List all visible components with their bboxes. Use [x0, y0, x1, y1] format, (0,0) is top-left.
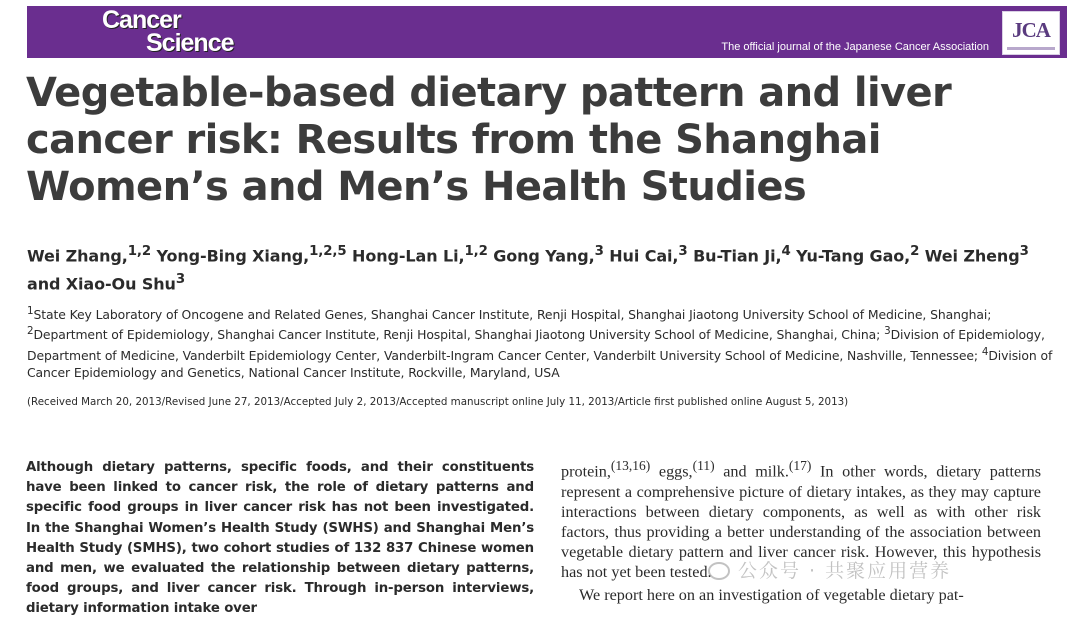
journal-header-banner: [27, 6, 1067, 58]
article-title: Vegetable-based dietary pattern and liver cancer risk: Results from the Shanghai Women’s and Men’s Health Studies: [26, 70, 952, 210]
jca-logo-underline: [1007, 47, 1055, 50]
jca-logo-text: JCA: [1012, 18, 1050, 42]
logo-line-cancer: Cancer: [102, 6, 181, 34]
logo-line-science: Science: [146, 29, 234, 57]
wechat-icon: [708, 562, 730, 580]
jca-logo[interactable]: [1002, 11, 1060, 55]
watermark: [708, 556, 951, 583]
author-list: Wei Zhang,$^{1,2}$ Yong-Bing Xiang,$^{1,2,5}$ Hong-Lan Li,$^{1,2}$ Gong Yang,$^3$ Hui Cai,$^3$ Bu-Tian Ji,$^4$ Yu-Tang Gao,$^2$ Wei Zheng$^3$ and Xiao-Ou Shu$^3$: [27, 244, 1029, 294]
body-paragraph: We report here on an investigation of vegetable dietary pat-: [579, 585, 964, 604]
cancer-science-logo[interactable]: [102, 8, 234, 56]
journal-tagline: The official journal of the Japanese Cancer Association: [721, 41, 989, 53]
body-paragraph: protein,$^{(13,16)}$ eggs,$^{(11)}$ and milk.$^{(17)}$ In other words, dietary patterns represent a comprehensive picture of dietary intakes, as they may capture interactions between dietary components, as well as with other risk factors, thus providing a better understanding of the association between vegetable dietary pattern and liver cancer risk. However, this hypothesis has not yet been tested.: [561, 458, 1041, 582]
affiliations: $^1$State Key Laboratory of Oncogene and Related Genes, Shanghai Cancer Institute, Renji Hospital, Shanghai Jiaotong University School of Medicine, Shanghai; $^2$Department of Epidemiology, Shanghai Cancer Institute, Renji Hospital, Shanghai Jiaotong University School of Medicine, Shanghai, China; $^3$Division of Epidemiology, Department of Medicine, Vanderbilt Epidemiology Center, Vanderbilt-Ingram Cancer Center, Vanderbilt University School of Medicine, Nashville, Tennessee; $^4$Division of Cancer Epidemiology and Genetics, National Cancer Institute, Rockville, Maryland, USA: [27, 305, 1053, 380]
abstract-text: Although dietary patterns, specific foods, and their constituents have been linked to cancer risk, the role of dietary patterns and specific food groups in liver cancer risk has not been investigated. In the Shanghai Women’s Health Study (SWHS) and Shanghai Men’s Health Study (SMHS), two cohort studies of 132 837 Chinese women and men, we evaluated the relationship between dietary patterns, food groups, and liver cancer risk. Through in-person interviews, dietary information intake over: [26, 460, 534, 617]
watermark-text: 公众号 · 共聚应用营养: [738, 560, 952, 582]
article-history: (Received March 20, 2013/Revised June 27, 2013/Accepted July 2, 2013/Accepted manuscript online July 11, 2013/Article first published online August 5, 2013): [27, 396, 849, 408]
